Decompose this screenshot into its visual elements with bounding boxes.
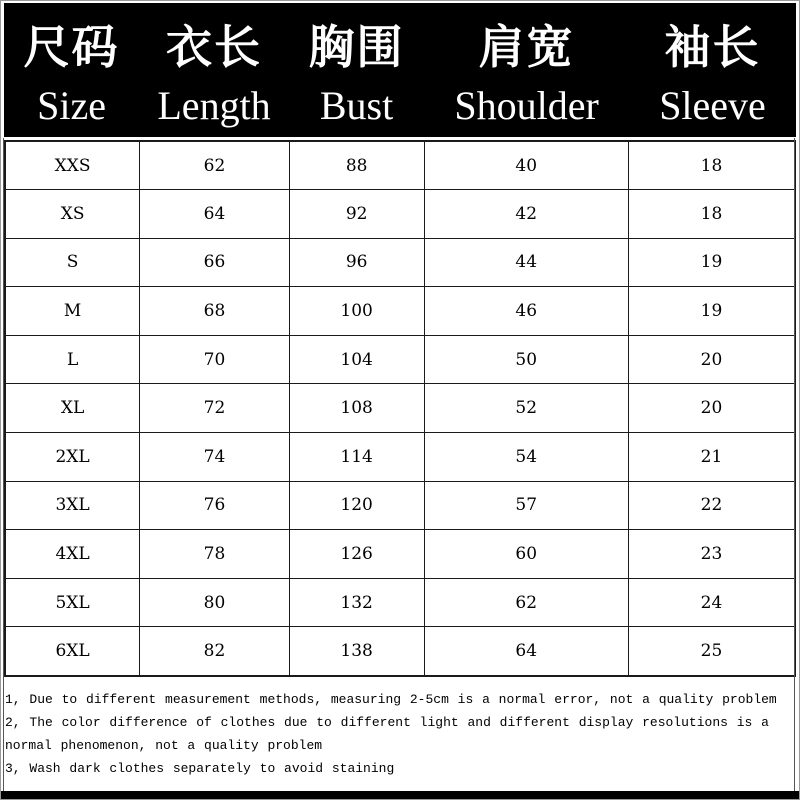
table-cell: 74 [140,433,290,482]
table-cell: 2XL [5,433,140,482]
table-cell: 92 [289,190,424,239]
footer-notes [5,688,793,780]
table-cell: XL [5,384,140,433]
table-cell: 40 [424,141,628,190]
table-cell: XS [5,190,140,239]
size-table [4,140,796,677]
table-cell: 22 [628,481,795,530]
table-cell: 60 [424,530,628,579]
table-cell: 20 [628,335,795,384]
table-row [5,433,795,482]
table-row [5,287,795,336]
table-cell: 126 [289,530,424,579]
bottom-black-bar [1,791,799,799]
table-cell: 104 [289,335,424,384]
table-cell: 62 [424,578,628,627]
table-cell: 20 [628,384,795,433]
table-cell: 66 [140,238,290,287]
table-cell: 114 [289,433,424,482]
header-row-chinese [4,3,796,77]
header-en-sleeve: Sleeve [659,82,766,128]
table-cell: M [5,287,140,336]
table-cell: 64 [140,190,290,239]
table-cell: L [5,335,140,384]
table-cell: 25 [628,627,795,676]
left-border-rule [3,138,4,791]
table-cell: 96 [289,238,424,287]
table-row [5,481,795,530]
table-cell: XXS [5,141,140,190]
header-row-english [4,77,796,133]
table-cell: 54 [424,433,628,482]
header-en-bust: Bust [319,82,394,128]
table-cell: 88 [289,141,424,190]
table-cell: 4XL [5,530,140,579]
table-cell: 82 [140,627,290,676]
size-table-body [5,141,795,676]
table-cell: 44 [424,238,628,287]
table-cell: 100 [289,287,424,336]
header-zh-sleeve: 袖长 [664,22,761,73]
header-zh-bust: 胸围 [308,22,405,73]
header-zh-length: 衣长 [166,22,263,73]
table-cell: 78 [140,530,290,579]
table-row [5,530,795,579]
table-cell: 50 [424,335,628,384]
table-cell: 46 [424,287,628,336]
table-cell: 3XL [5,481,140,530]
header-zh-shoulder: 肩宽 [478,22,575,73]
table-cell: 138 [289,627,424,676]
table-cell: 70 [140,335,290,384]
table-cell: 62 [140,141,290,190]
table-row [5,141,795,190]
table-cell: 76 [140,481,290,530]
table-cell: 18 [628,190,795,239]
table-cell: 21 [628,433,795,482]
table-cell: 108 [289,384,424,433]
table-cell: 72 [140,384,290,433]
note-3: 3, Wash dark clothes separately to avoid staining [5,761,395,776]
table-cell: 42 [424,190,628,239]
table-cell: 57 [424,481,628,530]
table-cell: 23 [628,530,795,579]
note-1: 1, Due to different measurement methods, measuring 2-5cm is a normal error, not a quality problem [5,692,777,707]
right-border-rule [794,138,795,791]
table-cell: 18 [628,141,795,190]
table-cell: 5XL [5,578,140,627]
table-cell: 19 [628,238,795,287]
header-en-length: Length [157,82,271,128]
table-cell: 52 [424,384,628,433]
header-en-size: Size [37,82,106,128]
header-zh-size: 尺码 [23,22,120,73]
table-cell: S [5,238,140,287]
table-row [5,578,795,627]
table-row [5,335,795,384]
table-header [4,3,796,137]
note-2: 2, The color difference of clothes due to different light and different display resolutions is a normal phenomenon, not a quality problem [5,715,769,753]
table-cell: 24 [628,578,795,627]
table-cell: 64 [424,627,628,676]
table-cell: 19 [628,287,795,336]
table-cell: 68 [140,287,290,336]
table-cell: 80 [140,578,290,627]
table-cell: 120 [289,481,424,530]
table-row [5,238,795,287]
table-cell: 6XL [5,627,140,676]
table-row [5,384,795,433]
table-row [5,190,795,239]
table-cell: 132 [289,578,424,627]
header-en-shoulder: Shoulder [454,82,599,128]
table-row [5,627,795,676]
